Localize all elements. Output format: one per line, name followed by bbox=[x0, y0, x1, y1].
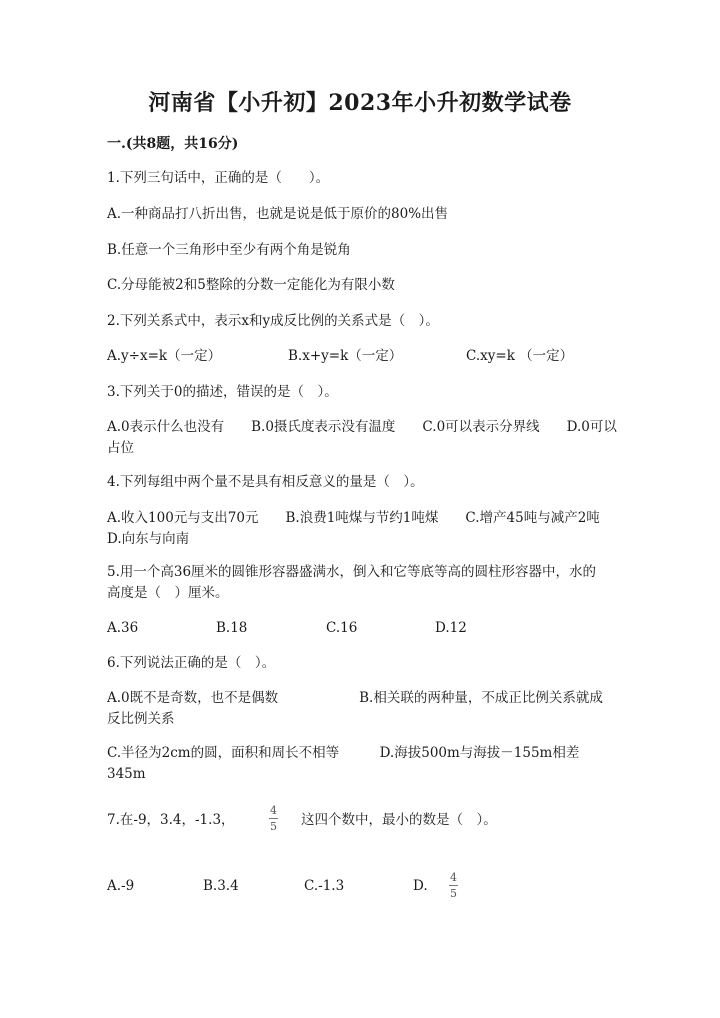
question-7-option-c: C.-1.3 bbox=[304, 878, 345, 894]
question-1-option-b: B.任意一个三角形中至少有两个角是锐角 bbox=[107, 242, 351, 258]
question-1-option-a: A.一种商品打八折出售，也就是说是低于原价的80%出售 bbox=[107, 206, 449, 222]
question-4-stem: 4.下列每组中两个量不是具有相反意义的量是（ ）。 bbox=[107, 474, 424, 490]
question-4-options: A.收入100元与支出70元 B.浪费1吨煤与节约1吨煤 C.增产45吨与减产2吨 D.向东与向南 bbox=[107, 510, 627, 547]
question-3-options: A.0表示什么也没有 B.0摄氏度表示没有温度 C.0可以表示分界线 D.0可以占位 bbox=[107, 419, 617, 456]
question-5-option-c: C.16 bbox=[326, 620, 358, 636]
question-1-stem: 1.下列三句话中，正确的是（ ）。 bbox=[107, 170, 330, 186]
page-title: 河南省【小升初】2023年小升初数学试卷 bbox=[148, 90, 572, 116]
question-2-option-a: A.y÷x=k（一定） bbox=[107, 348, 222, 364]
question-5-option-d: D.12 bbox=[435, 620, 467, 636]
question-7-stem-before: 7.在-9，3.4，-1.3， bbox=[107, 812, 235, 828]
section-heading: 一.(共8题，共16分) bbox=[107, 136, 239, 152]
question-7-fraction bbox=[269, 804, 278, 833]
fraction-numerator: 4 bbox=[450, 871, 457, 884]
question-6-stem: 6.下列说法正确的是（ ）。 bbox=[107, 655, 276, 671]
question-2-option-b: B.x+y=k（一定） bbox=[288, 348, 403, 364]
fraction-denominator: 5 bbox=[450, 887, 457, 900]
fraction-numerator: 4 bbox=[270, 804, 277, 817]
question-7-stem-after: 这四个数中，最小的数是（ ）。 bbox=[301, 812, 497, 828]
question-5-option-a: A.36 bbox=[107, 620, 139, 636]
fraction-denominator: 5 bbox=[270, 820, 277, 833]
question-7-option-d-fraction bbox=[449, 871, 458, 900]
question-1-option-c: C.分母能被2和5整除的分数一定能化为有限小数 bbox=[107, 277, 395, 293]
question-6-options-cd: C.半径为2cm的圆，面积和周长不相等 D.海拔500m与海拔－155m相差345m bbox=[107, 745, 580, 782]
fraction-bar bbox=[269, 818, 278, 819]
fraction-bar bbox=[449, 885, 458, 886]
question-2-option-c: C.xy=k （一定） bbox=[466, 348, 574, 364]
question-5-option-b: B.18 bbox=[216, 620, 248, 636]
question-6-options-ab: A.0既不是奇数，也不是偶数 B.相关联的两种量，不成正比例关系就成反比例关系 bbox=[107, 690, 603, 727]
question-5-stem: 5.用一个高36厘米的圆锥形容器盛满水，倒入和它等底等高的圆柱形容器中，水的高度是（ ）厘米。 bbox=[107, 564, 597, 601]
question-7-option-b: B.3.4 bbox=[203, 878, 239, 894]
question-7-option-d: D. bbox=[413, 878, 428, 894]
question-7-option-a: A.-9 bbox=[107, 878, 135, 894]
question-2-stem: 2.下列关系式中，表示x和y成反比例的关系式是（ ）。 bbox=[107, 313, 439, 329]
question-3-stem: 3.下列关于0的描述，错误的是（ ）。 bbox=[107, 384, 338, 400]
